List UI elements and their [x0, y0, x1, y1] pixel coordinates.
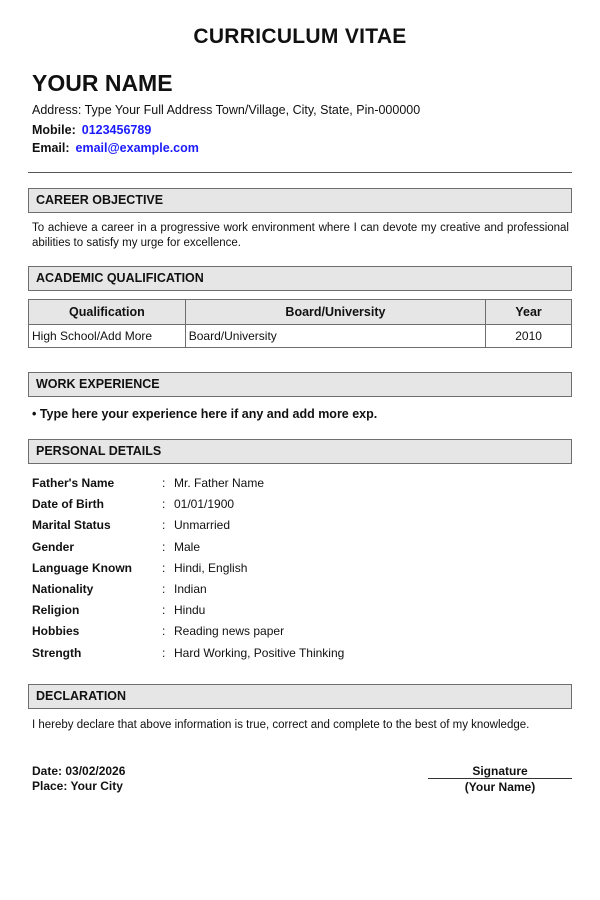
cell-qualification: High School/Add More	[29, 325, 186, 348]
detail-colon: :	[162, 561, 166, 575]
detail-value: Unmarried	[174, 518, 231, 532]
table-header-row	[29, 300, 572, 325]
work-experience-bullet: • Type here your experience here if any and add more exp.	[32, 407, 378, 421]
detail-row-marital-status	[32, 518, 572, 534]
detail-row-religion	[32, 603, 572, 619]
detail-colon: :	[162, 582, 166, 596]
detail-label: Gender	[32, 540, 75, 554]
mobile-label: Mobile:	[32, 123, 76, 137]
signature-block	[428, 764, 572, 794]
document-title: CURRICULUM VITAE	[193, 25, 407, 48]
declaration-heading: DECLARATION	[28, 684, 572, 709]
work-experience-heading: WORK EXPERIENCE	[28, 372, 572, 397]
detail-row-father-name	[32, 476, 572, 492]
cell-board: Board/University	[185, 325, 485, 348]
declaration-text: I hereby declare that above information is true, correct and complete to the best of my knowledge.	[32, 719, 530, 731]
signature-name: (Your Name)	[464, 780, 536, 794]
academic-qualification-heading: ACADEMIC QUALIFICATION	[28, 266, 572, 291]
detail-value: Reading news paper	[174, 624, 285, 638]
detail-row-language-known	[32, 561, 572, 577]
detail-row-nationality	[32, 582, 572, 598]
signature-label: Signature	[428, 764, 572, 779]
detail-label: Father's Name	[32, 476, 115, 490]
detail-colon: :	[162, 603, 166, 617]
detail-colon: :	[162, 624, 166, 638]
detail-value: Male	[174, 540, 201, 554]
detail-label: Language Known	[32, 561, 132, 575]
detail-label: Hobbies	[32, 624, 80, 638]
email-label: Email:	[32, 141, 70, 155]
email-line	[32, 141, 199, 155]
column-header-year: Year	[486, 300, 572, 325]
career-objective-heading: CAREER OBJECTIVE	[28, 188, 572, 213]
detail-colon: :	[162, 476, 166, 490]
detail-value: Hard Working, Positive Thinking	[174, 646, 345, 660]
detail-value: Hindi, English	[174, 561, 248, 575]
detail-label: Marital Status	[32, 518, 111, 532]
detail-row-strength	[32, 646, 572, 662]
mobile-line	[32, 123, 151, 137]
detail-colon: :	[162, 497, 166, 511]
detail-value: 01/01/1900	[174, 497, 235, 511]
place-line: Place: Your City	[32, 779, 123, 793]
detail-colon: :	[162, 540, 166, 554]
detail-row-hobbies	[32, 624, 572, 640]
address-line: Address: Type Your Full Address Town/Village, City, State, Pin-000000	[32, 103, 421, 117]
column-header-qualification: Qualification	[29, 300, 186, 325]
column-header-board: Board/University	[185, 300, 485, 325]
detail-label: Nationality	[32, 582, 94, 596]
cell-year: 2010	[486, 325, 572, 348]
candidate-name: YOUR NAME	[32, 70, 173, 96]
detail-value: Indian	[174, 582, 207, 596]
detail-value: Hindu	[174, 603, 206, 617]
table-row	[29, 325, 572, 348]
personal-details-heading: PERSONAL DETAILS	[28, 439, 572, 464]
email-value[interactable]: email@example.com	[75, 141, 199, 155]
detail-colon: :	[162, 646, 166, 660]
date-line: Date: 03/02/2026	[32, 764, 126, 778]
detail-row-date-of-birth	[32, 497, 572, 513]
header-divider	[28, 172, 572, 173]
academic-table	[28, 299, 572, 348]
detail-label: Strength	[32, 646, 82, 660]
career-objective-text: To achieve a career in a progressive work environment where I can devote my creative and professional abilities to satisfy my urge for excellence.	[32, 222, 569, 249]
detail-label: Date of Birth	[32, 497, 104, 511]
detail-colon: :	[162, 518, 166, 532]
detail-value: Mr. Father Name	[174, 476, 265, 490]
detail-row-gender	[32, 540, 572, 556]
mobile-value: 0123456789	[81, 123, 152, 137]
detail-label: Religion	[32, 603, 80, 617]
